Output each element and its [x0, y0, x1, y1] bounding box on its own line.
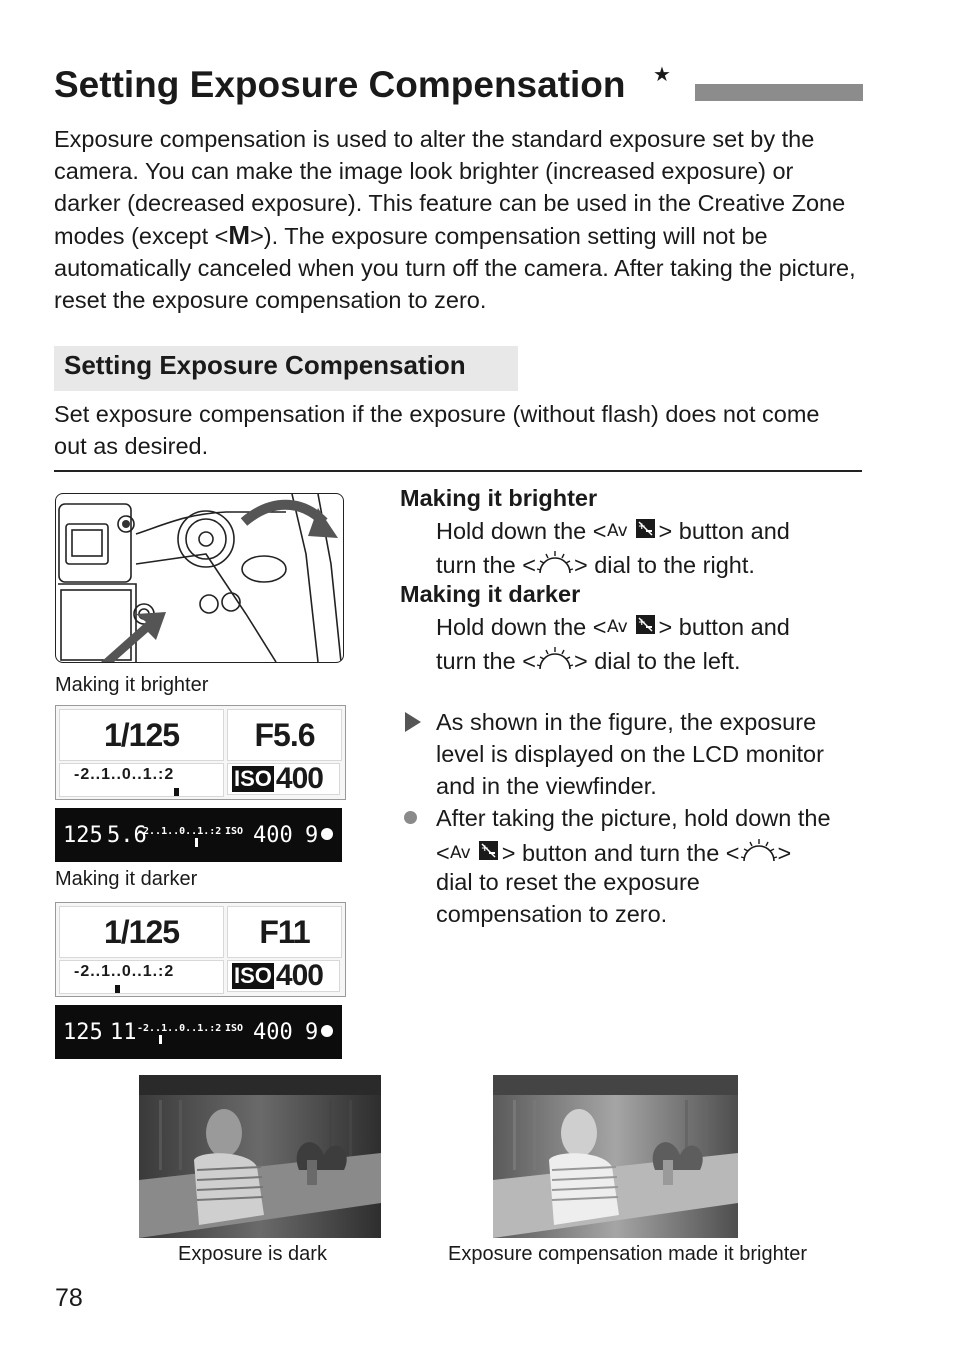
- vf-shots: 9: [305, 823, 319, 848]
- text-segment: Hold down the <: [436, 614, 607, 640]
- triangle-bullet-icon: [405, 712, 421, 732]
- vf-shots: 9: [305, 1020, 319, 1045]
- darker-line-2: [436, 645, 741, 675]
- main-dial-icon: [740, 840, 778, 866]
- av-exposure-comp-icon: [607, 614, 659, 640]
- caption-making-brighter: Making it brighter: [55, 674, 209, 696]
- horizontal-rule: [54, 470, 862, 472]
- intro-part-1: Exposure compensation is used to alter the standard exposure set by the camera. You can make the image look brighter (increased exposure) or darker (decreased exposure). This feature can be used in the Creative Zone modes (except <: [54, 126, 846, 249]
- lcd-monitor-brighter: [55, 705, 346, 800]
- text-segment: > dial to the left.: [573, 648, 741, 674]
- vf-focus-confirm-icon: [321, 828, 333, 840]
- iso-display: [227, 960, 340, 992]
- main-dial-icon: [536, 648, 574, 674]
- svg-text:Av: Av: [449, 843, 471, 863]
- caption-exposure-dark: Exposure is dark: [178, 1243, 327, 1265]
- svg-text:+: +: [480, 844, 489, 854]
- vf-focus-confirm-icon: [321, 1025, 333, 1037]
- vf-iso-label: ISO: [225, 826, 244, 837]
- exposure-level-mark: [174, 788, 179, 796]
- camera-top-illustration: [55, 493, 344, 663]
- section-lead: Set exposure compensation if the exposure (without flash) does not come out as desired.: [54, 401, 820, 459]
- title-bar-decoration: [695, 84, 863, 101]
- brighter-line-1: [436, 517, 790, 545]
- av-exposure-comp-icon: [607, 518, 659, 544]
- exposure-scale-text: -2..1..0..1.:2: [74, 963, 175, 980]
- shutter-speed-display: 1/125: [59, 906, 224, 958]
- caption-exposure-bright: Exposure compensation made it brighter: [448, 1243, 808, 1265]
- av-exposure-comp-icon: [450, 840, 502, 866]
- viewfinder-brighter: [55, 808, 342, 862]
- shutter-speed-display: 1/125: [59, 709, 224, 761]
- text-segment: > dial to the right.: [573, 552, 755, 578]
- exposure-level-mark: [115, 985, 120, 993]
- photo-exposure-bright: [493, 1075, 738, 1238]
- viewfinder-darker: [55, 1005, 342, 1059]
- exposure-level-scale: [59, 960, 224, 994]
- exposure-level-scale: [59, 763, 224, 797]
- bullet2-line-3: dial to reset the exposure: [436, 869, 700, 895]
- iso-badge: ISO: [234, 963, 272, 988]
- text-segment: >: [777, 840, 792, 866]
- page-title: Setting Exposure Compensation: [54, 64, 626, 105]
- vf-aperture: 11: [110, 1020, 137, 1045]
- dot-bullet-icon: [404, 811, 417, 824]
- text-segment: Hold down the <: [436, 518, 607, 544]
- text-segment: <: [436, 840, 450, 866]
- bullet1-line-2: level is displayed on the LCD monitor: [436, 741, 824, 767]
- intro-part-2: >). The exposure compensation setting will not be automatically canceled when you turn off the camera. After taking the picture, reset the exposure compensation to zero.: [54, 223, 856, 313]
- lcd-monitor-darker: [55, 902, 346, 997]
- darker-line-1: [436, 613, 790, 641]
- iso-display: [227, 763, 340, 795]
- vf-iso-label: ISO: [225, 1023, 244, 1034]
- exposure-scale-text: -2..1..0..1.:2: [74, 766, 175, 783]
- aperture-display: F11: [227, 906, 342, 958]
- vf-level-mark: [159, 1035, 162, 1044]
- vf-iso: 400: [253, 823, 293, 848]
- svg-text:+: +: [637, 522, 646, 532]
- text-segment: > button and: [658, 614, 790, 640]
- bullet2-line-4: compensation to zero.: [436, 901, 668, 927]
- vf-shutter: 125: [63, 823, 103, 848]
- section-title: Setting Exposure Compensation: [64, 350, 466, 380]
- svg-text:Av: Av: [606, 617, 628, 637]
- aperture-display: F5.6: [227, 709, 342, 761]
- vf-level-mark: [195, 838, 198, 847]
- iso-badge: ISO: [234, 766, 272, 791]
- bullet1-line-3: and in the viewfinder.: [436, 773, 657, 799]
- iso-value: 400: [275, 959, 323, 992]
- brighter-line-2: [436, 549, 755, 579]
- vf-iso: 400: [253, 1020, 293, 1045]
- intro-paragraph: [54, 123, 866, 316]
- text-segment: > button and turn the <: [501, 840, 740, 866]
- bullet1-line-1: As shown in the figure, the exposure: [436, 709, 817, 735]
- vf-scale: -2..1..0..1.:2: [137, 826, 222, 837]
- svg-text:+: +: [637, 618, 646, 628]
- heading-making-darker: Making it darker: [400, 581, 581, 607]
- bullet2-line-2: [436, 837, 791, 867]
- text-segment: > button and: [658, 518, 790, 544]
- photo-exposure-dark: [139, 1075, 381, 1238]
- caption-making-darker: Making it darker: [55, 868, 198, 890]
- manual-mode-icon: M: [228, 220, 251, 250]
- iso-value: 400: [275, 762, 323, 795]
- page-number: 78: [55, 1284, 83, 1312]
- vf-shutter: 125: [63, 1020, 103, 1045]
- text-segment: turn the <: [436, 648, 536, 674]
- bullet2-line-1: After taking the picture, hold down the: [436, 805, 831, 831]
- svg-text:Av: Av: [606, 521, 628, 541]
- text-segment: turn the <: [436, 552, 536, 578]
- main-dial-icon: [536, 552, 574, 578]
- heading-making-brighter: Making it brighter: [400, 485, 598, 511]
- vf-aperture: 5.6: [107, 823, 147, 848]
- advanced-star-icon: ★: [653, 64, 671, 86]
- vf-scale: -2..1..0..1.:2: [137, 1023, 222, 1034]
